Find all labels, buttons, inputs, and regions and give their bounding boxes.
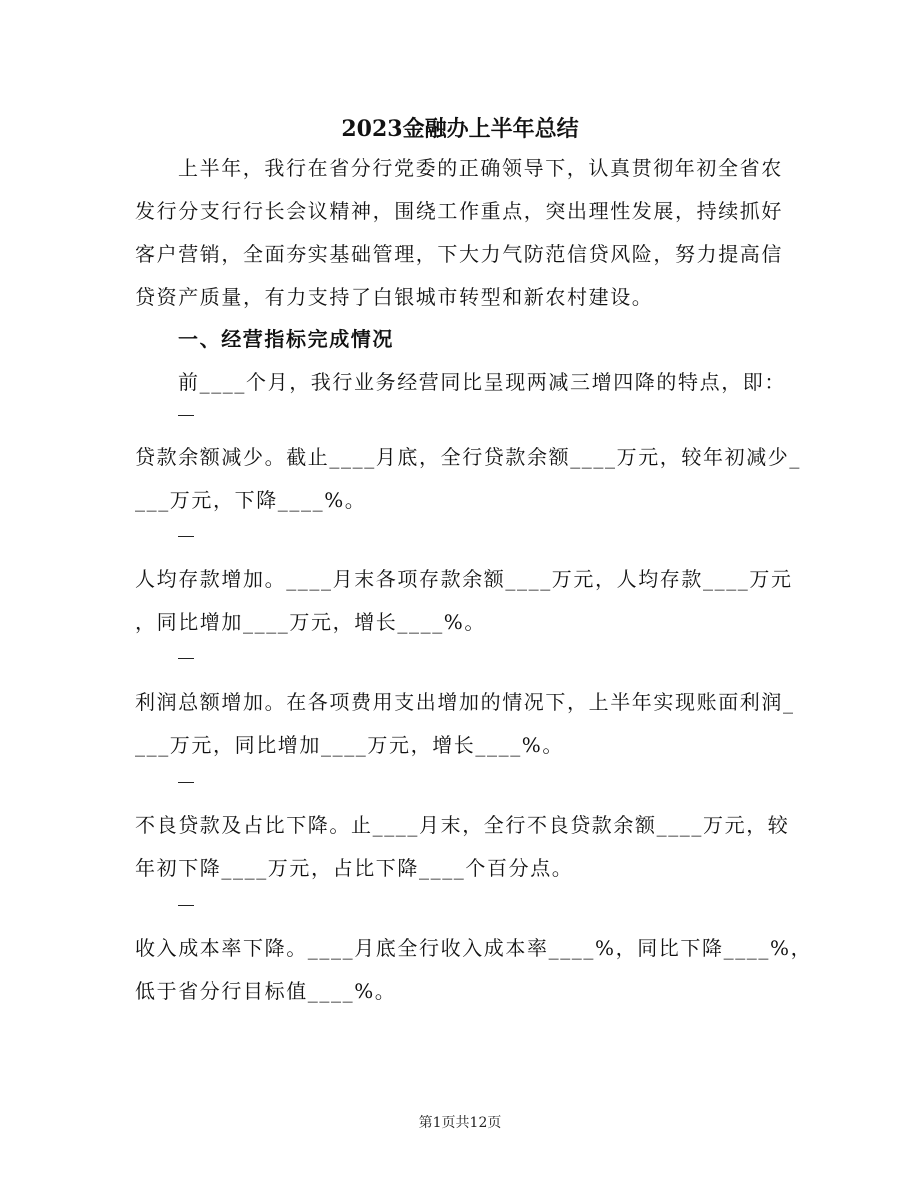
item-line: 利润总额增加。在各项费用支出增加的情况下，上半年实现账面利润_ xyxy=(135,690,795,714)
item-line: 年初下降____万元，占比下降____个百分点。 xyxy=(135,856,574,880)
list-dash xyxy=(178,782,194,783)
item-line: 人均存款增加。____月末各项存款余额____万元，人均存款____万元 xyxy=(135,567,793,591)
page-number: 第1页共12页 xyxy=(418,1115,502,1131)
item-line: 贷款余额减少。截止____月底，全行贷款余额____万元，较年初减少_ xyxy=(135,445,801,469)
list-dash xyxy=(178,658,194,659)
item-line: 不良贷款及占比下降。止____月末，全行不良贷款余额____万元，较 xyxy=(135,813,790,837)
item-line: ___万元，同比增加____万元，增长____%。 xyxy=(135,733,565,757)
item-line: ，同比增加____万元，增长____%。 xyxy=(135,610,487,634)
list-dash xyxy=(178,905,194,906)
intro-line: 上半年，我行在省分行党委的正确领导下，认真贯彻年初全省农 xyxy=(178,156,783,180)
intro-line: 贷资产质量，有力支持了白银城市转型和新农村建设。 xyxy=(135,285,654,309)
item-line: 收入成本率下降。____月底全行收入成本率____%，同比下降____%， xyxy=(135,936,813,960)
section-heading: 一、经营指标完成情况 xyxy=(178,327,394,351)
document-title: 2023金融办上半年总结 xyxy=(341,116,579,142)
item-line: 低于省分行目标值____%。 xyxy=(135,979,397,1003)
intro-line: 客户营销，全面夯实基础管理，下大力气防范信贷风险，努力提高信 xyxy=(135,242,783,266)
section-lead: 前____个月，我行业务经营同比呈现两减三增四降的特点，即： xyxy=(178,370,786,394)
intro-line: 发行分支行行长会议精神，围绕工作重点，突出理性发展，持续抓好 xyxy=(135,199,783,223)
item-line: ___万元，下降____%。 xyxy=(135,488,367,512)
list-dash xyxy=(178,415,194,416)
list-dash xyxy=(178,536,194,537)
